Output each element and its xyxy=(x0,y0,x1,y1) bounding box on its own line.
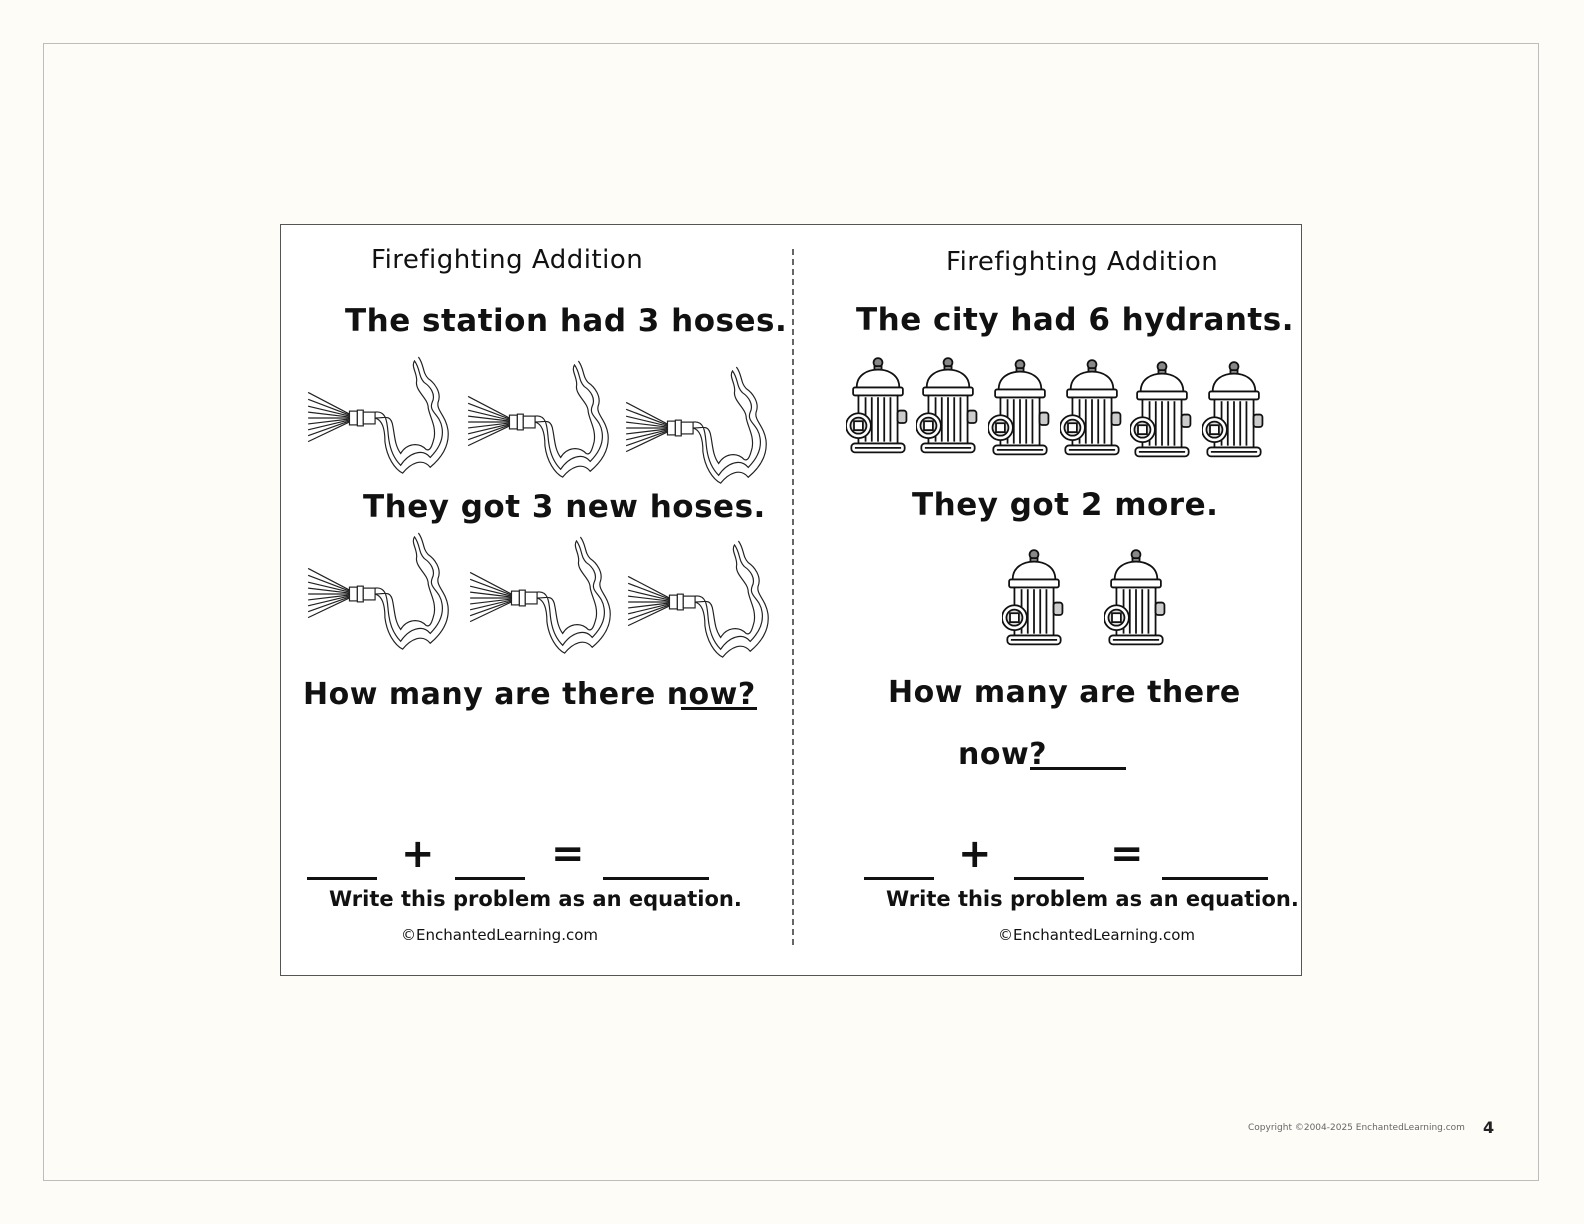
equals-sign: = xyxy=(551,831,585,877)
hose-icon xyxy=(465,359,615,487)
hose-icon xyxy=(467,535,617,663)
hose-icon xyxy=(305,531,455,659)
problem-sentence-1: The station had 3 hoses. xyxy=(345,303,788,339)
fire-hydrant-icon xyxy=(1130,355,1194,467)
sum-blank[interactable] xyxy=(1162,877,1268,880)
instruction-text: Write this problem as an equation. xyxy=(329,887,742,911)
equals-sign: = xyxy=(1110,831,1144,877)
worksheet-card xyxy=(280,224,1302,976)
addend-1-blank[interactable] xyxy=(307,877,377,880)
answer-blank[interactable] xyxy=(681,707,757,710)
instruction-text: Write this problem as an equation. xyxy=(886,887,1299,911)
hose-icon xyxy=(305,355,455,483)
left-panel xyxy=(281,225,792,975)
problem-sentence-2: They got 3 new hoses. xyxy=(363,489,766,525)
fire-hydrant-icon xyxy=(916,351,980,463)
question-text-line-2: now? xyxy=(958,737,1048,772)
problem-sentence-2: They got 2 more. xyxy=(912,487,1219,523)
right-panel xyxy=(792,225,1303,975)
page-number: 4 xyxy=(1483,1118,1495,1137)
answer-blank[interactable] xyxy=(1030,767,1126,770)
fire-hydrant-icon xyxy=(846,351,910,463)
credit-text: ©EnchantedLearning.com xyxy=(998,926,1195,944)
question-text-line-1: How many are there xyxy=(888,675,1241,710)
fire-hydrant-icon xyxy=(1104,543,1168,655)
hose-icon xyxy=(623,365,773,493)
sum-blank[interactable] xyxy=(603,877,709,880)
question-text: How many are there now? xyxy=(303,677,756,712)
addend-2-blank[interactable] xyxy=(455,877,525,880)
addend-2-blank[interactable] xyxy=(1014,877,1084,880)
footer-copyright: Copyright ©2004-2025 EnchantedLearning.com xyxy=(1248,1123,1465,1133)
fire-hydrant-icon xyxy=(988,353,1052,465)
plus-sign: + xyxy=(958,831,992,877)
page-title: Firefighting Addition xyxy=(946,247,1219,277)
problem-sentence-1: The city had 6 hydrants. xyxy=(856,302,1294,338)
credit-text: ©EnchantedLearning.com xyxy=(401,926,598,944)
fire-hydrant-icon xyxy=(1002,543,1066,655)
fire-hydrant-icon xyxy=(1202,355,1266,467)
fire-hydrant-icon xyxy=(1060,353,1124,465)
plus-sign: + xyxy=(401,831,435,877)
page-title: Firefighting Addition xyxy=(371,245,644,275)
addend-1-blank[interactable] xyxy=(864,877,934,880)
hose-icon xyxy=(625,539,775,667)
